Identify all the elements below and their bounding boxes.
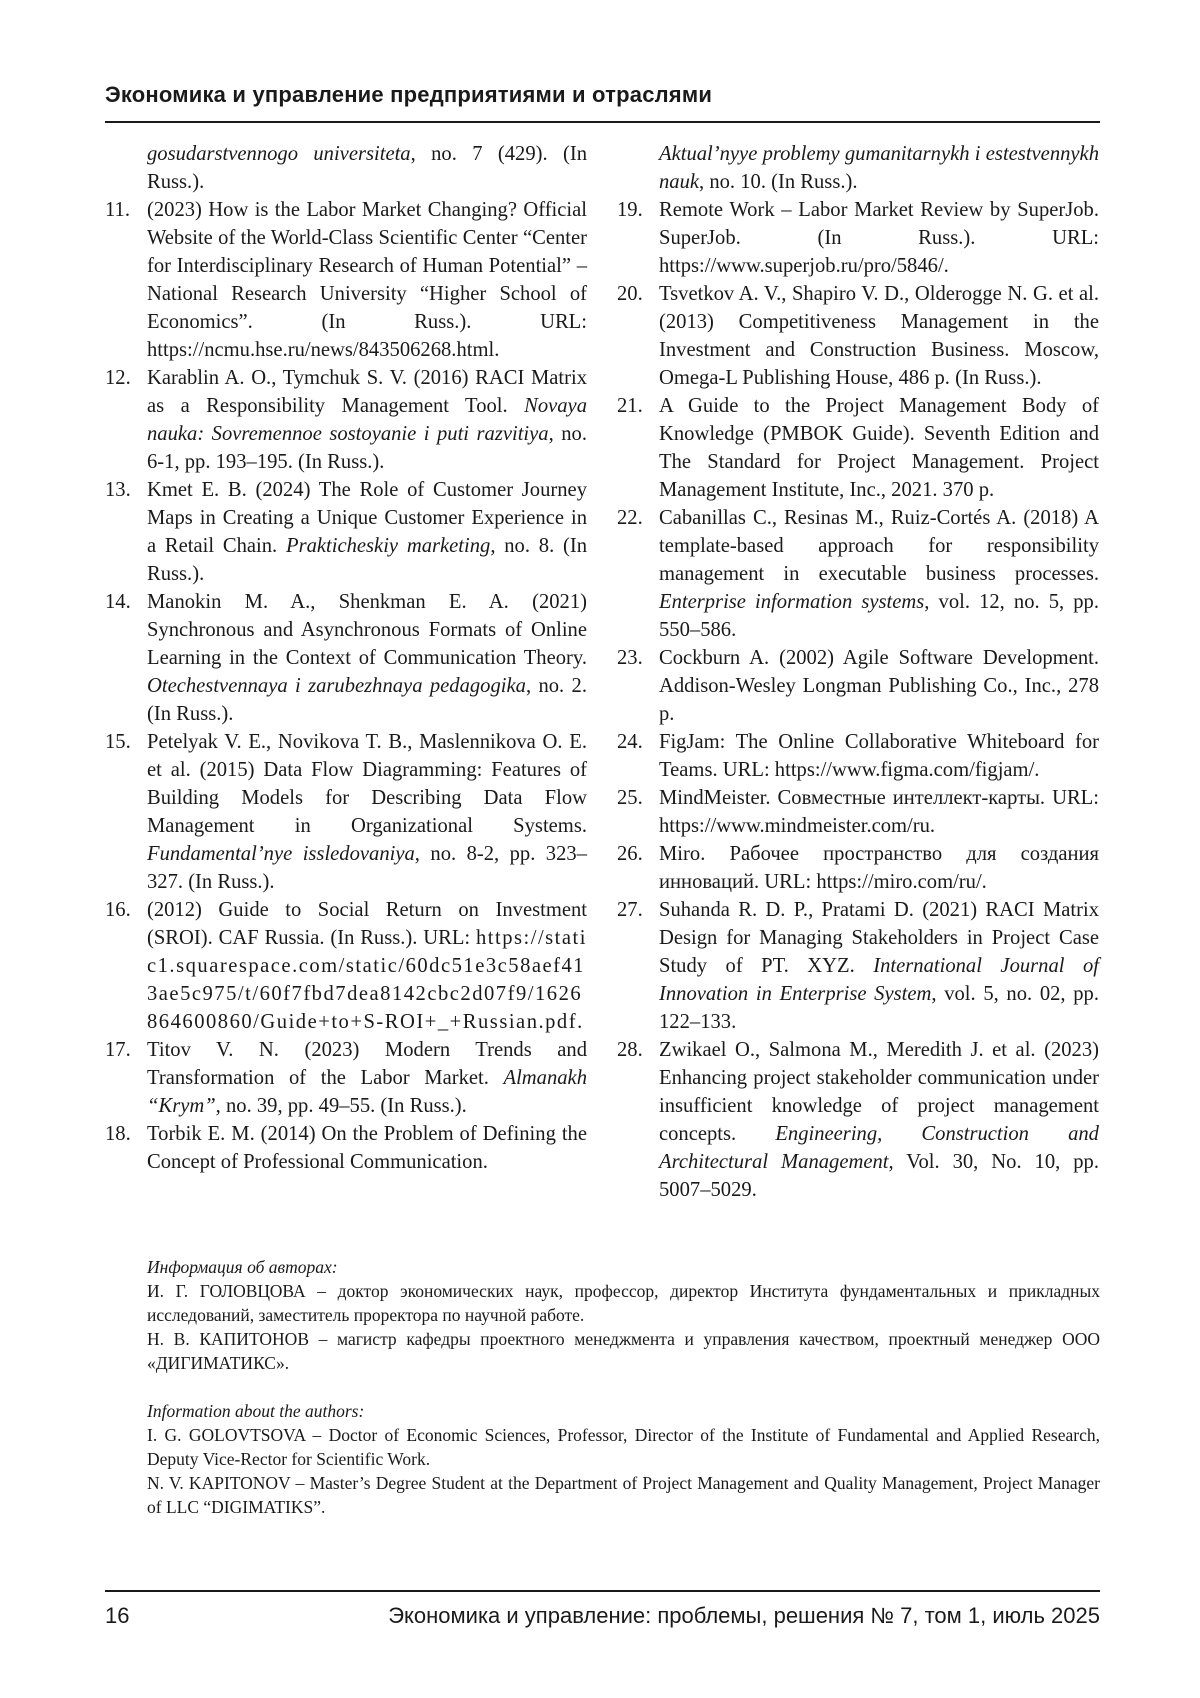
authors-info (147, 1255, 1100, 1519)
reference-segment: , no. 6-1, pp. 193–195. (In Russ.). (147, 423, 587, 473)
reference-item (617, 1036, 1099, 1204)
reference-italic-title: gosudarstvennogo universiteta (147, 143, 411, 165)
reference-segment: , vol. 12, no. 5, pp. 550–586. (659, 591, 1099, 641)
reference-segment: Kmet E. B. (2024) The Role of Customer Journey Maps in Creating a Unique Customer Experience in a Retail Chain. (147, 479, 587, 557)
header-rule (105, 121, 1100, 123)
reference-item (617, 280, 1099, 392)
reference-item (617, 784, 1099, 840)
reference-number: 20. (617, 283, 643, 305)
reference-number: 19. (617, 199, 643, 221)
reference-italic-title: International Journal of Innovation in Enterprise System (659, 955, 1099, 1005)
reference-italic-title: Prakticheskiy marketing (285, 535, 491, 557)
reference-text (147, 1036, 587, 1120)
reference-italic-title: Otechestvennaya i zarubezhnaya pedagogika (147, 675, 526, 697)
reference-segment: , no. 7 (429). (In Russ.). (147, 143, 587, 193)
reference-item (105, 728, 587, 896)
reference-item (617, 896, 1099, 1036)
reference-item (105, 1120, 587, 1176)
reference-text (105, 140, 587, 196)
running-header: Экономика и управление предприятиями и отраслями (105, 82, 713, 107)
reference-number: 18. (105, 1123, 131, 1145)
reference-segment: Suhanda R. D. P., Pratami D. (2021) RACI Matrix Design for Managing Stakeholders in Project Case Study of PT. XYZ. (659, 899, 1099, 977)
reference-text (147, 476, 587, 588)
page-number: 16 (105, 1603, 130, 1628)
reference-segment: , no. 8. (In Russ.). (147, 535, 587, 585)
reference-number: 26. (617, 843, 643, 865)
reference-segment: A Guide to the Project Management Body of Knowledge (PMBOK Guide). Seventh Edition and The Standard for Project Management. Project Management Institute, Inc., 2021. 370 p. (659, 395, 1099, 501)
reference-item (617, 728, 1099, 784)
reference-number: 25. (617, 787, 643, 809)
reference-text (659, 1036, 1099, 1204)
reference-segment: , no. 39, pp. 49–55. (In Russ.). (215, 1095, 467, 1117)
reference-item (105, 588, 587, 728)
reference-text (659, 896, 1099, 1036)
reference-segment: Petelyak V. E., Novikova T. B., Maslennikova O. E. et al. (2015) Data Flow Diagramming: Features of Building Models for Describing Data Flow Management in Organizational Systems. (147, 731, 587, 837)
reference-segment: (2012) Guide to Social Return on Investment (SROI). CAF Russia. (In Russ.). URL: (147, 899, 587, 949)
reference-segment: Karablin A. O., Tymchuk S. V. (2016) RACI Matrix as a Responsibility Management Tool. (147, 367, 587, 417)
reference-segment: https://static1.squarespace.com/static/60dc51e3c58aef413ae5c975/t/60f7fbd7dea8142cbc2d07f9/1626864600860/Guide+to+S-ROI+_+Russian.pdf. (147, 927, 587, 1033)
authors-ru-heading: Информация об авторах: (147, 1257, 338, 1277)
reference-segment: , no. 10. (In Russ.). (699, 171, 858, 193)
references-right-column (617, 140, 1099, 1204)
reference-segment: Cabanillas C., Resinas M., Ruiz-Cortés A. (2018) A template-based approach for responsibility management in executable business processes. (659, 507, 1099, 585)
reference-number: 23. (617, 647, 643, 669)
reference-text (147, 728, 587, 896)
author-en-1: I. G. GOLOVTSOVA – Doctor of Economic Sciences, Professor, Director of the Institute of Fundamental and Applied Research, Deputy Vice-Rector for Scientific Work. (147, 1425, 1100, 1469)
reference-italic-title: Enterprise information systems (659, 591, 925, 613)
reference-segment: , vol. 5, no. 02, pp. 122–133. (659, 983, 1099, 1033)
reference-italic-title: Engineering, Construction and Architectural Management (659, 1123, 1099, 1173)
author-en-2: N. V. KAPITONOV – Master’s Degree Student at the Department of Project Management and Quality Management, Project Manager of LLC “DIGIMATIKS”. (147, 1473, 1100, 1517)
reference-text (659, 644, 1099, 728)
reference-number: 21. (617, 395, 643, 417)
reference-number: 11. (105, 199, 130, 221)
footer-rule (105, 1590, 1100, 1592)
reference-item (617, 140, 1099, 196)
reference-text (659, 392, 1099, 504)
reference-italic-title: Aktual’nyye problemy gumanitarnykh i estestvennykh nauk (659, 143, 1099, 193)
reference-text (147, 364, 587, 476)
reference-text (659, 280, 1099, 392)
reference-number: 12. (105, 367, 131, 389)
reference-item (105, 196, 587, 364)
authors-en-heading: Information about the authors: (147, 1401, 365, 1421)
reference-text (147, 588, 587, 728)
reference-text (659, 784, 1099, 840)
reference-item (617, 644, 1099, 728)
reference-text (147, 196, 587, 364)
reference-text (147, 1120, 587, 1176)
reference-item (105, 896, 587, 1036)
authors-gap (147, 1375, 1100, 1399)
reference-italic-title: Fundamental’nye issledovaniya (147, 843, 415, 865)
reference-item (105, 364, 587, 476)
reference-segment: Miro. Рабочее пространство для создания инноваций. URL: https://miro.com/ru/. (659, 843, 1099, 893)
reference-text (659, 196, 1099, 280)
reference-item (105, 476, 587, 588)
reference-segment: Torbik E. M. (2014) On the Problem of Defining the Concept of Professional Communication. (147, 1123, 587, 1173)
reference-number: 16. (105, 899, 131, 921)
reference-text (147, 896, 587, 1036)
reference-segment: FigJam: The Online Collaborative Whiteboard for Teams. URL: https://www.figma.com/figjam/. (659, 731, 1099, 781)
reference-item (617, 196, 1099, 280)
reference-item (617, 504, 1099, 644)
reference-item (105, 140, 587, 196)
author-ru-2: Н. В. КАПИТОНОВ – магистр кафедры проектного менеджмента и управления качеством, проектный менеджер ООО «ДИГИМАТИКС». (147, 1329, 1100, 1373)
reference-segment: Remote Work – Labor Market Review by SuperJob. SuperJob. (In Russ.). URL: https://www.superjob.ru/pro/5846/. (659, 199, 1099, 277)
reference-segment: , no. 8-2, pp. 323–327. (In Russ.). (147, 843, 587, 893)
reference-text (617, 140, 1099, 196)
reference-number: 27. (617, 899, 643, 921)
reference-text (659, 504, 1099, 644)
reference-number: 13. (105, 479, 131, 501)
reference-text (659, 728, 1099, 784)
reference-segment: MindMeister. Совместные интеллект-карты. URL: https://www.mindmeister.com/ru. (659, 787, 1099, 837)
reference-segment: (2023) How is the Labor Market Changing? Official Website of the World-Class Scientific Center “Center for Interdisciplinary Research of Human Potential” – National Research University “Higher School of Economics”. (In Russ.). URL: https://ncmu.hse.ru/news/843506268.html. (147, 199, 587, 361)
reference-number: 15. (105, 731, 131, 753)
reference-segment: Tsvetkov A. V., Shapiro V. D., Olderogge N. G. et al. (2013) Competitiveness Management in the Investment and Construction Business. Moscow, Omega-L Publishing House, 486 p. (In Russ.). (659, 283, 1099, 389)
reference-text (659, 840, 1099, 896)
reference-segment: Zwikael O., Salmona M., Meredith J. et al. (2023) Enhancing project stakeholder communication under insufficient knowledge of project management concepts. (659, 1039, 1099, 1145)
reference-segment: , no. 2. (In Russ.). (147, 675, 587, 725)
reference-item (617, 392, 1099, 504)
reference-number: 14. (105, 591, 131, 613)
reference-number: 17. (105, 1039, 131, 1061)
reference-segment: Manokin M. A., Shenkman E. A. (2021) Synchronous and Asynchronous Formats of Online Learning in the Context of Communication Theory. (147, 591, 587, 669)
journal-issue: Экономика и управление: проблемы, решения № 7, том 1, июль 2025 (388, 1603, 1100, 1628)
reference-item (105, 1036, 587, 1120)
author-ru-1: И. Г. ГОЛОВЦОВА – доктор экономических наук, профессор, директор Института фундаментальных и прикладных исследований, заместитель проректора по научной работе. (147, 1281, 1100, 1325)
reference-italic-title: Novaya nauka: Sovremennoe sostoyanie i puti razvitiya (147, 395, 587, 445)
reference-number: 28. (617, 1039, 643, 1061)
reference-segment: Titov V. N. (2023) Modern Trends and Transformation of the Labor Market. (147, 1039, 587, 1089)
reference-segment: Cockburn A. (2002) Agile Software Development. Addison-Wesley Longman Publishing Co., Inc., 278 p. (659, 647, 1099, 725)
reference-italic-title: Almanakh “Krym” (147, 1067, 587, 1117)
reference-number: 24. (617, 731, 643, 753)
reference-number: 22. (617, 507, 643, 529)
references-left-column (105, 140, 587, 1176)
reference-item (617, 840, 1099, 896)
reference-segment: , Vol. 30, No. 10, pp. 5007–5029. (659, 1151, 1099, 1201)
